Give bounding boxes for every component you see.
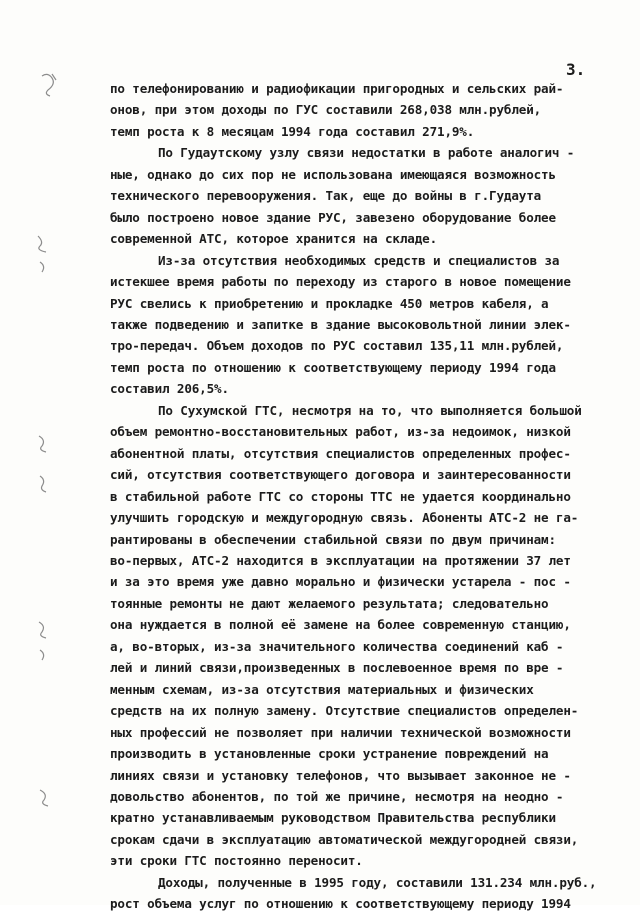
text-line: во-первых, АТС-2 находится в эксплуатации на протяжении 37 лет bbox=[110, 552, 571, 568]
text-line: темп роста к 8 месяцам 1994 года составил 271,9%. bbox=[110, 123, 475, 139]
text-line: рост объема услуг по отношению к соответствующему периоду 1994 bbox=[110, 896, 571, 912]
text-line: улучшить городскую и междугородную связь. Абоненты АТС-2 не га- bbox=[110, 510, 579, 526]
text-line: онов, при этом доходы по ГУС составили 268,038 млн.рублей, bbox=[110, 102, 542, 118]
margin-scribble-5 bbox=[36, 786, 54, 808]
paragraph-start-line: По Сухумской ГТС, несмотря на то, что выполняется большой bbox=[158, 402, 582, 418]
text-line: ные, однако до сих пор не использована имеющаяся возможность bbox=[110, 166, 556, 182]
text-line: тро-передач. Объем доходов по РУС составил 135,11 млн.рублей, bbox=[110, 338, 564, 354]
text-line: было построено новое здание РУС, завезено оборудование более bbox=[110, 209, 556, 225]
text-line: эти сроки ГТС постоянно переносит. bbox=[110, 853, 363, 869]
text-line: также подведению и запитке в здание высоковольтной линии элек- bbox=[110, 316, 571, 332]
text-line: средств на их полную замену. Отсутствие специалистов определен- bbox=[110, 703, 579, 719]
text-line: по телефонированию и радиофикации пригородных и сельских рай- bbox=[110, 81, 564, 96]
text-line: линиях связи и установку телефонов, что вызывает законное не - bbox=[110, 767, 571, 783]
text-line: современной АТС, которое хранится на складе. bbox=[110, 231, 438, 247]
text-line: кратно устанавливаемым руководством Правительства республики bbox=[110, 810, 556, 826]
text-line: тоянные ремонты не дают желаемого результата; следовательно bbox=[110, 595, 549, 611]
text-line: истекшее время работы по переходу из старого в новое помещение bbox=[110, 274, 571, 290]
text-line: производить в установленные сроки устранение повреждений на bbox=[110, 746, 549, 762]
text-line: сий, отсутствия соответствующего договора и заинтересованности bbox=[110, 467, 571, 483]
page-number: 3. bbox=[566, 60, 586, 79]
margin-scribble-2 bbox=[32, 232, 54, 276]
text-line: довольство абонентов, по той же причине, несмотря на неодно - bbox=[110, 788, 564, 804]
text-line: рантированы в обеспечении стабильной связи по двум причинам: bbox=[110, 531, 556, 547]
text-line: и за это время уже давно морально и физически устарела - пос - bbox=[110, 574, 571, 590]
text-line: а, во-вторых, из-за значительного количества соединений каб - bbox=[110, 638, 564, 654]
margin-scribble-4 bbox=[34, 618, 54, 664]
text-line: менным схемам, из-за отсутствия материальных и физических bbox=[110, 681, 534, 697]
text-line: составил 206,5%. bbox=[110, 381, 229, 397]
paragraph-start-line: Доходы, полученные в 1995 году, составили 131.234 млн.руб., bbox=[158, 874, 597, 890]
text-line: абонентной платы, отсутствия специалистов определенных профес- bbox=[110, 445, 571, 461]
document-body bbox=[110, 78, 630, 915]
paragraph-start-line: Из-за отсутствия необходимых средств и специалистов за bbox=[158, 252, 560, 268]
text-line: в стабильной работе ГТС со стороны ТТС не удается координально bbox=[110, 488, 571, 504]
text-line: технического перевооружения. Так, еще до войны в г.Гудаута bbox=[110, 188, 542, 204]
text-line: РУС свелись к приобретению и прокладке 450 метров кабеля, а bbox=[110, 295, 549, 311]
text-line: она нуждается в полной её замене на более современную станцию, bbox=[110, 617, 571, 633]
paragraph-start-line: По Гудаутскому узлу связи недостатки в работе аналогич - bbox=[158, 145, 575, 161]
margin-scribble-1 bbox=[38, 70, 60, 98]
text-line: срокам сдачи в эксплуатацию автоматической междугородней связи, bbox=[110, 831, 579, 847]
text-line: лей и линий связи,произведенных в послевоенное время по вре - bbox=[110, 660, 564, 676]
margin-scribble-3 bbox=[34, 432, 54, 494]
text-line: темп роста по отношению к соответствующему периоду 1994 года bbox=[110, 359, 556, 375]
text-line: ных профессий не позволяет при наличии технической возможности bbox=[110, 724, 571, 740]
text-line: объем ремонтно-восстановительных работ, из-за недоимок, низкой bbox=[110, 424, 571, 440]
